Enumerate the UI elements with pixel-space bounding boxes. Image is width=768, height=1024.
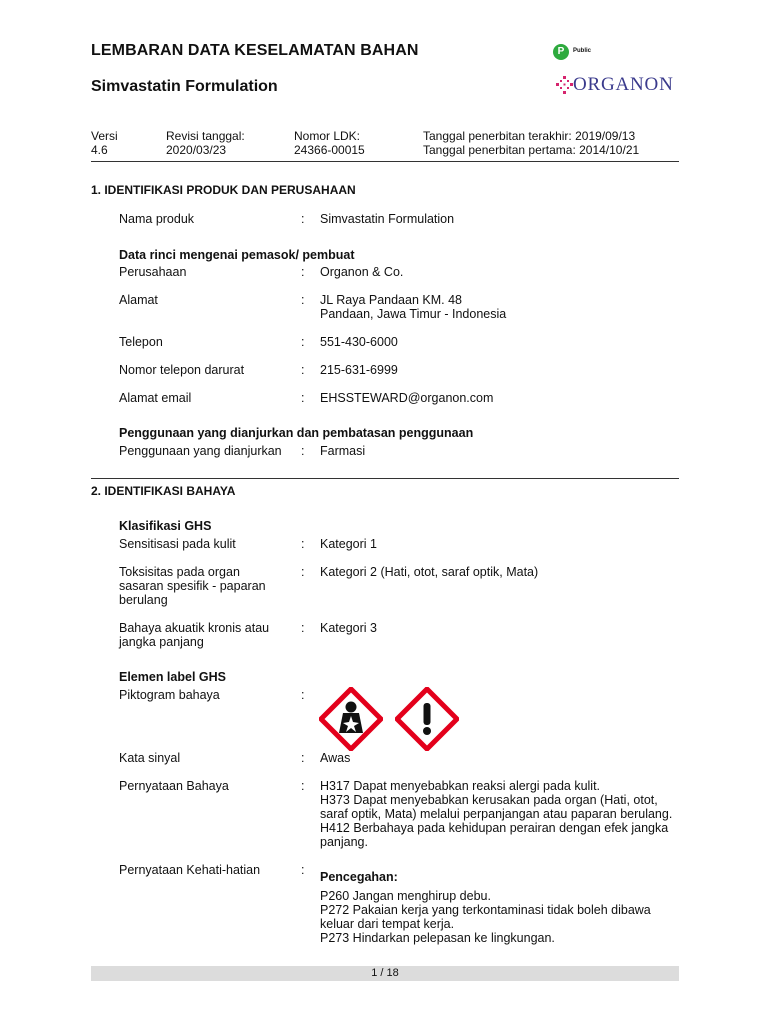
address-line-2: Pandaan, Jawa Timur - Indonesia xyxy=(320,307,507,321)
aquatic-hazard-label xyxy=(119,621,269,649)
section-2-heading: 2. IDENTIFIKASI BAHAYA xyxy=(91,484,236,498)
company-value: Organon & Co. xyxy=(320,265,404,279)
product-name-label: Nama produk xyxy=(119,212,195,226)
signal-word-label: Kata sinyal xyxy=(119,751,181,765)
version-block xyxy=(91,129,118,157)
colon: : xyxy=(301,293,305,307)
aquatic-label-line-1: Bahaya akuatik kronis atau xyxy=(119,621,270,635)
email-label: Alamat email xyxy=(119,391,192,405)
colon: : xyxy=(301,779,305,793)
hazard-line: H412 Berbahaya pada kehidupan perairan dengan efek jangka xyxy=(320,821,669,835)
exclamation-pictogram-icon xyxy=(395,687,459,751)
hazard-statements-label: Pernyataan Bahaya xyxy=(119,779,229,793)
aquatic-label-line-2: jangka panjang xyxy=(119,635,204,649)
page-number: 1 / 18 xyxy=(371,967,399,979)
product-name-value: Simvastatin Formulation xyxy=(320,212,455,226)
address-line-1: JL Raya Pandaan KM. 48 xyxy=(320,293,462,307)
colon: : xyxy=(301,565,305,579)
skin-sensitisation-value: Kategori 1 xyxy=(320,537,377,551)
colon: : xyxy=(301,391,305,405)
product-title: Simvastatin Formulation xyxy=(91,78,278,95)
last-issue-date: Tanggal penerbitan terakhir: 2019/09/13 xyxy=(423,129,636,143)
hazard-line: H373 Dapat menyebabkan kerusakan pada organ (Hati, otot, xyxy=(320,793,658,807)
precaution-line: P273 Hindarkan pelepasan ke lingkungan. xyxy=(320,931,555,945)
hazard-line: panjang. xyxy=(320,835,368,849)
precaution-line: keluar dari tempat kerja. xyxy=(320,917,455,931)
organon-logo-icon xyxy=(555,75,575,95)
public-badge-letter: P xyxy=(553,44,569,60)
health-hazard-pictogram-icon xyxy=(319,687,383,751)
version-label: Versi xyxy=(91,129,118,143)
organon-logo xyxy=(555,74,685,98)
precautionary-statements-label: Pernyataan Kehati-hatian xyxy=(119,863,261,877)
company-label: Perusahaan xyxy=(119,265,187,279)
colon: : xyxy=(301,688,305,702)
ghs-classification-heading: Klasifikasi GHS xyxy=(119,519,212,533)
revision-block xyxy=(166,129,245,157)
ldk-value: 24366-00015 xyxy=(294,143,365,157)
hazard-statements xyxy=(320,779,672,849)
signal-word-value: Awas xyxy=(320,751,351,765)
address-value xyxy=(320,293,506,321)
phone-value: 551-430-6000 xyxy=(320,335,398,349)
public-badge-label: Public xyxy=(573,48,592,54)
supplier-heading: Data rinci mengenai pemasok/ pembuat xyxy=(119,248,355,262)
section-divider xyxy=(91,478,679,479)
phone-label: Telepon xyxy=(119,335,163,349)
revision-value: 2020/03/23 xyxy=(166,143,227,157)
colon: : xyxy=(301,265,305,279)
aquatic-hazard-value: Kategori 3 xyxy=(320,621,377,635)
colon: : xyxy=(301,335,305,349)
pictogram-label: Piktogram bahaya xyxy=(119,688,220,702)
colon: : xyxy=(301,363,305,377)
stot-value: Kategori 2 (Hati, otot, saraf optik, Mata) xyxy=(320,565,539,579)
section-1-heading: 1. IDENTIFIKASI PRODUK DAN PERUSAHAAN xyxy=(91,183,356,197)
recommended-use-label: Penggunaan yang dianjurkan xyxy=(119,444,282,458)
address-label: Alamat xyxy=(119,293,158,307)
stot-label-line-1: Toksisitas pada organ xyxy=(119,565,240,579)
colon: : xyxy=(301,751,305,765)
organon-logo-text: ORGANON xyxy=(573,74,674,95)
revision-label: Revisi tanggal: xyxy=(166,129,245,143)
stot-label-line-2: sasaran spesifik - paparan xyxy=(119,579,266,593)
colon: : xyxy=(301,863,305,877)
first-issue-date: Tanggal penerbitan pertama: 2014/10/21 xyxy=(423,143,640,157)
colon: : xyxy=(301,537,305,551)
precautionary-statements xyxy=(320,889,651,945)
precaution-line: P272 Pakaian kerja yang terkontaminasi tidak boleh dibawa xyxy=(320,903,651,917)
version-value: 4.6 xyxy=(91,143,108,157)
stot-label xyxy=(119,565,266,607)
public-badge-icon xyxy=(553,44,613,64)
issue-dates-block xyxy=(423,129,639,157)
recommended-use-value: Farmasi xyxy=(320,444,366,458)
header-divider xyxy=(91,161,679,162)
stot-label-line-3: berulang xyxy=(119,593,168,607)
ldk-block xyxy=(294,129,365,157)
email-value: EHSSTEWARD@organon.com xyxy=(320,391,494,405)
colon: : xyxy=(301,444,305,458)
document-title: LEMBARAN DATA KESELAMATAN BAHAN xyxy=(91,42,419,59)
hazard-line: saraf optik, Mata) melalui perpanjangan atau paparan berulang. xyxy=(320,807,673,821)
hazard-line: H317 Dapat menyebabkan reaksi alergi pada kulit. xyxy=(320,779,601,793)
ldk-label: Nomor LDK: xyxy=(294,129,361,143)
emergency-phone-label: Nomor telepon darurat xyxy=(119,363,245,377)
skin-sensitisation-label: Sensitisasi pada kulit xyxy=(119,537,236,551)
ghs-label-elements-heading: Elemen label GHS xyxy=(119,670,226,684)
colon: : xyxy=(301,212,305,226)
precaution-line: P260 Jangan menghirup debu. xyxy=(320,889,491,903)
emergency-phone-value: 215-631-6999 xyxy=(320,363,398,377)
colon: : xyxy=(301,621,305,635)
prevention-heading: Pencegahan: xyxy=(320,870,398,884)
recommended-use-heading: Penggunaan yang dianjurkan dan pembatasan penggunaan xyxy=(119,426,474,440)
